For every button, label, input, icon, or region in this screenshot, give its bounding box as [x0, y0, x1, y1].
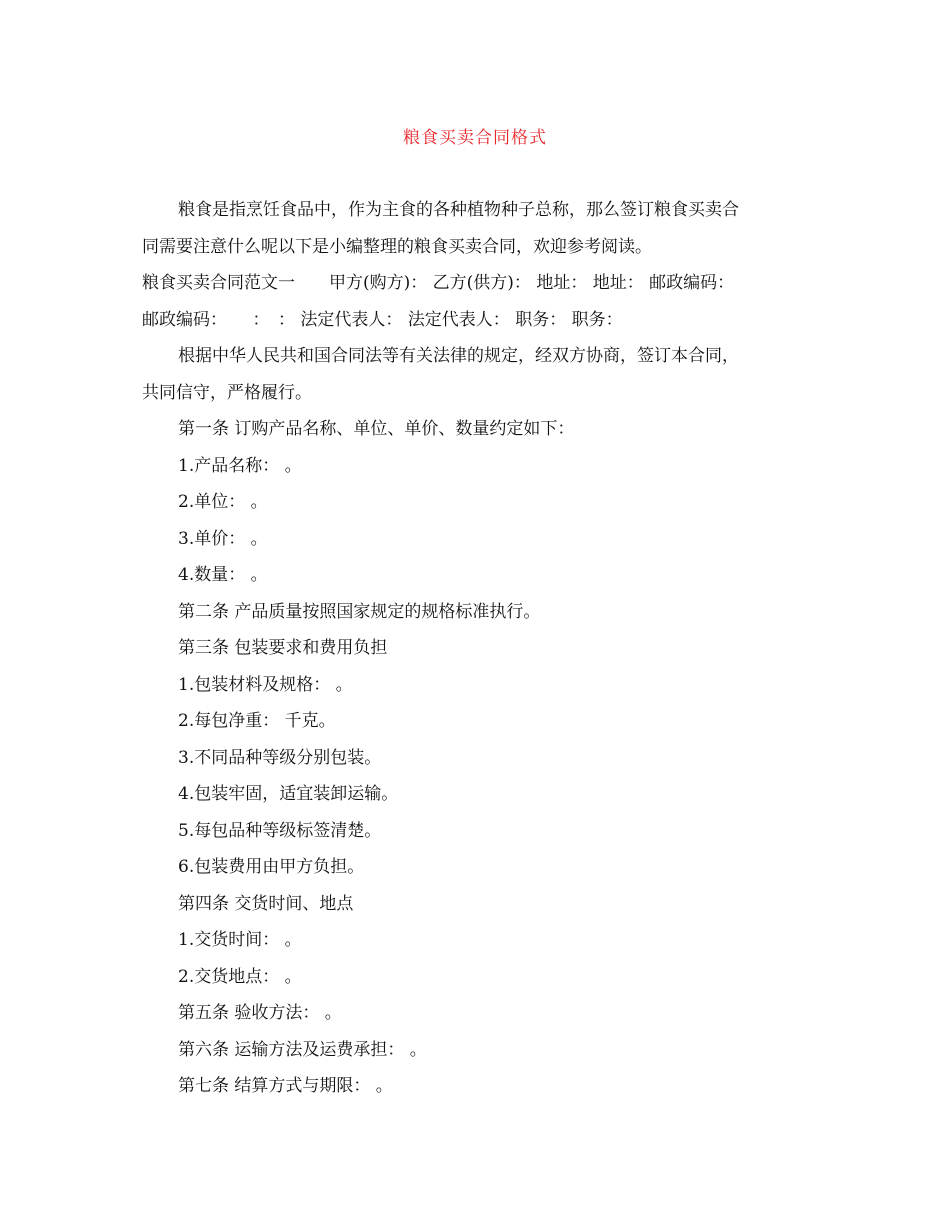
parties-line-2: 邮政编码： ： ： 法定代表人： 法定代表人： 职务： 职务： [142, 309, 623, 330]
clause-line: 第二条 产品质量按照国家规定的规格标准执行。 [178, 601, 541, 622]
intro-line-1: 粮食是指烹饪食品中，作为主食的各种植物种子总称，那么签订粮食买卖合 [178, 200, 739, 220]
clause-line: 1.包装材料及规格： 。 [178, 674, 353, 695]
clause-line: 2.每包净重： 千克。 [178, 711, 336, 731]
preamble-line-2: 共同信守，严格履行。 [142, 382, 312, 403]
clause-line: 2.交货地点： 。 [178, 966, 302, 987]
clause-line: 第七条 结算方式与期限： 。 [178, 1076, 393, 1096]
document-body [142, 192, 802, 1105]
clause-line: 4.数量： 。 [178, 565, 268, 585]
document-title: 粮食买卖合同格式 [403, 128, 547, 148]
clause-line: 第三条 包装要求和费用负担 [178, 638, 388, 658]
clause-line: 第五条 验收方法： 。 [178, 1003, 342, 1023]
clause-line: 第一条 订购产品名称、单位、单价、数量约定如下： [178, 419, 575, 439]
clause-line: 1.产品名称： 。 [178, 455, 302, 476]
clause-line: 第四条 交货时间、地点 [178, 893, 354, 914]
clause-line: 3.不同品种等级分别包装。 [178, 747, 382, 768]
clause-line: 1.交货时间： 。 [178, 930, 302, 950]
intro-line-2: 同需要注意什么呢以下是小编整理的粮食买卖合同，欢迎参考阅读。 [142, 236, 652, 257]
clause-line: 3.单价： 。 [178, 528, 268, 549]
clause-line: 6.包装费用由甲方负担。 [178, 857, 365, 877]
preamble-line-1: 根据中华人民共和国合同法等有关法律的规定，经双方协商，签订本合同， [178, 346, 739, 366]
clause-line: 2.单位： 。 [178, 492, 268, 512]
clause-line: 4.包装牢固，适宜装卸运输。 [178, 784, 399, 804]
parties-line-1: 粮食买卖合同范文一 甲方(购方)： 乙方(供方)： 地址： 地址： 邮政编码： [142, 273, 735, 293]
clause-line: 5.每包品种等级标签清楚。 [178, 820, 382, 841]
clause-line: 第六条 运输方法及运费承担： 。 [178, 1039, 427, 1060]
